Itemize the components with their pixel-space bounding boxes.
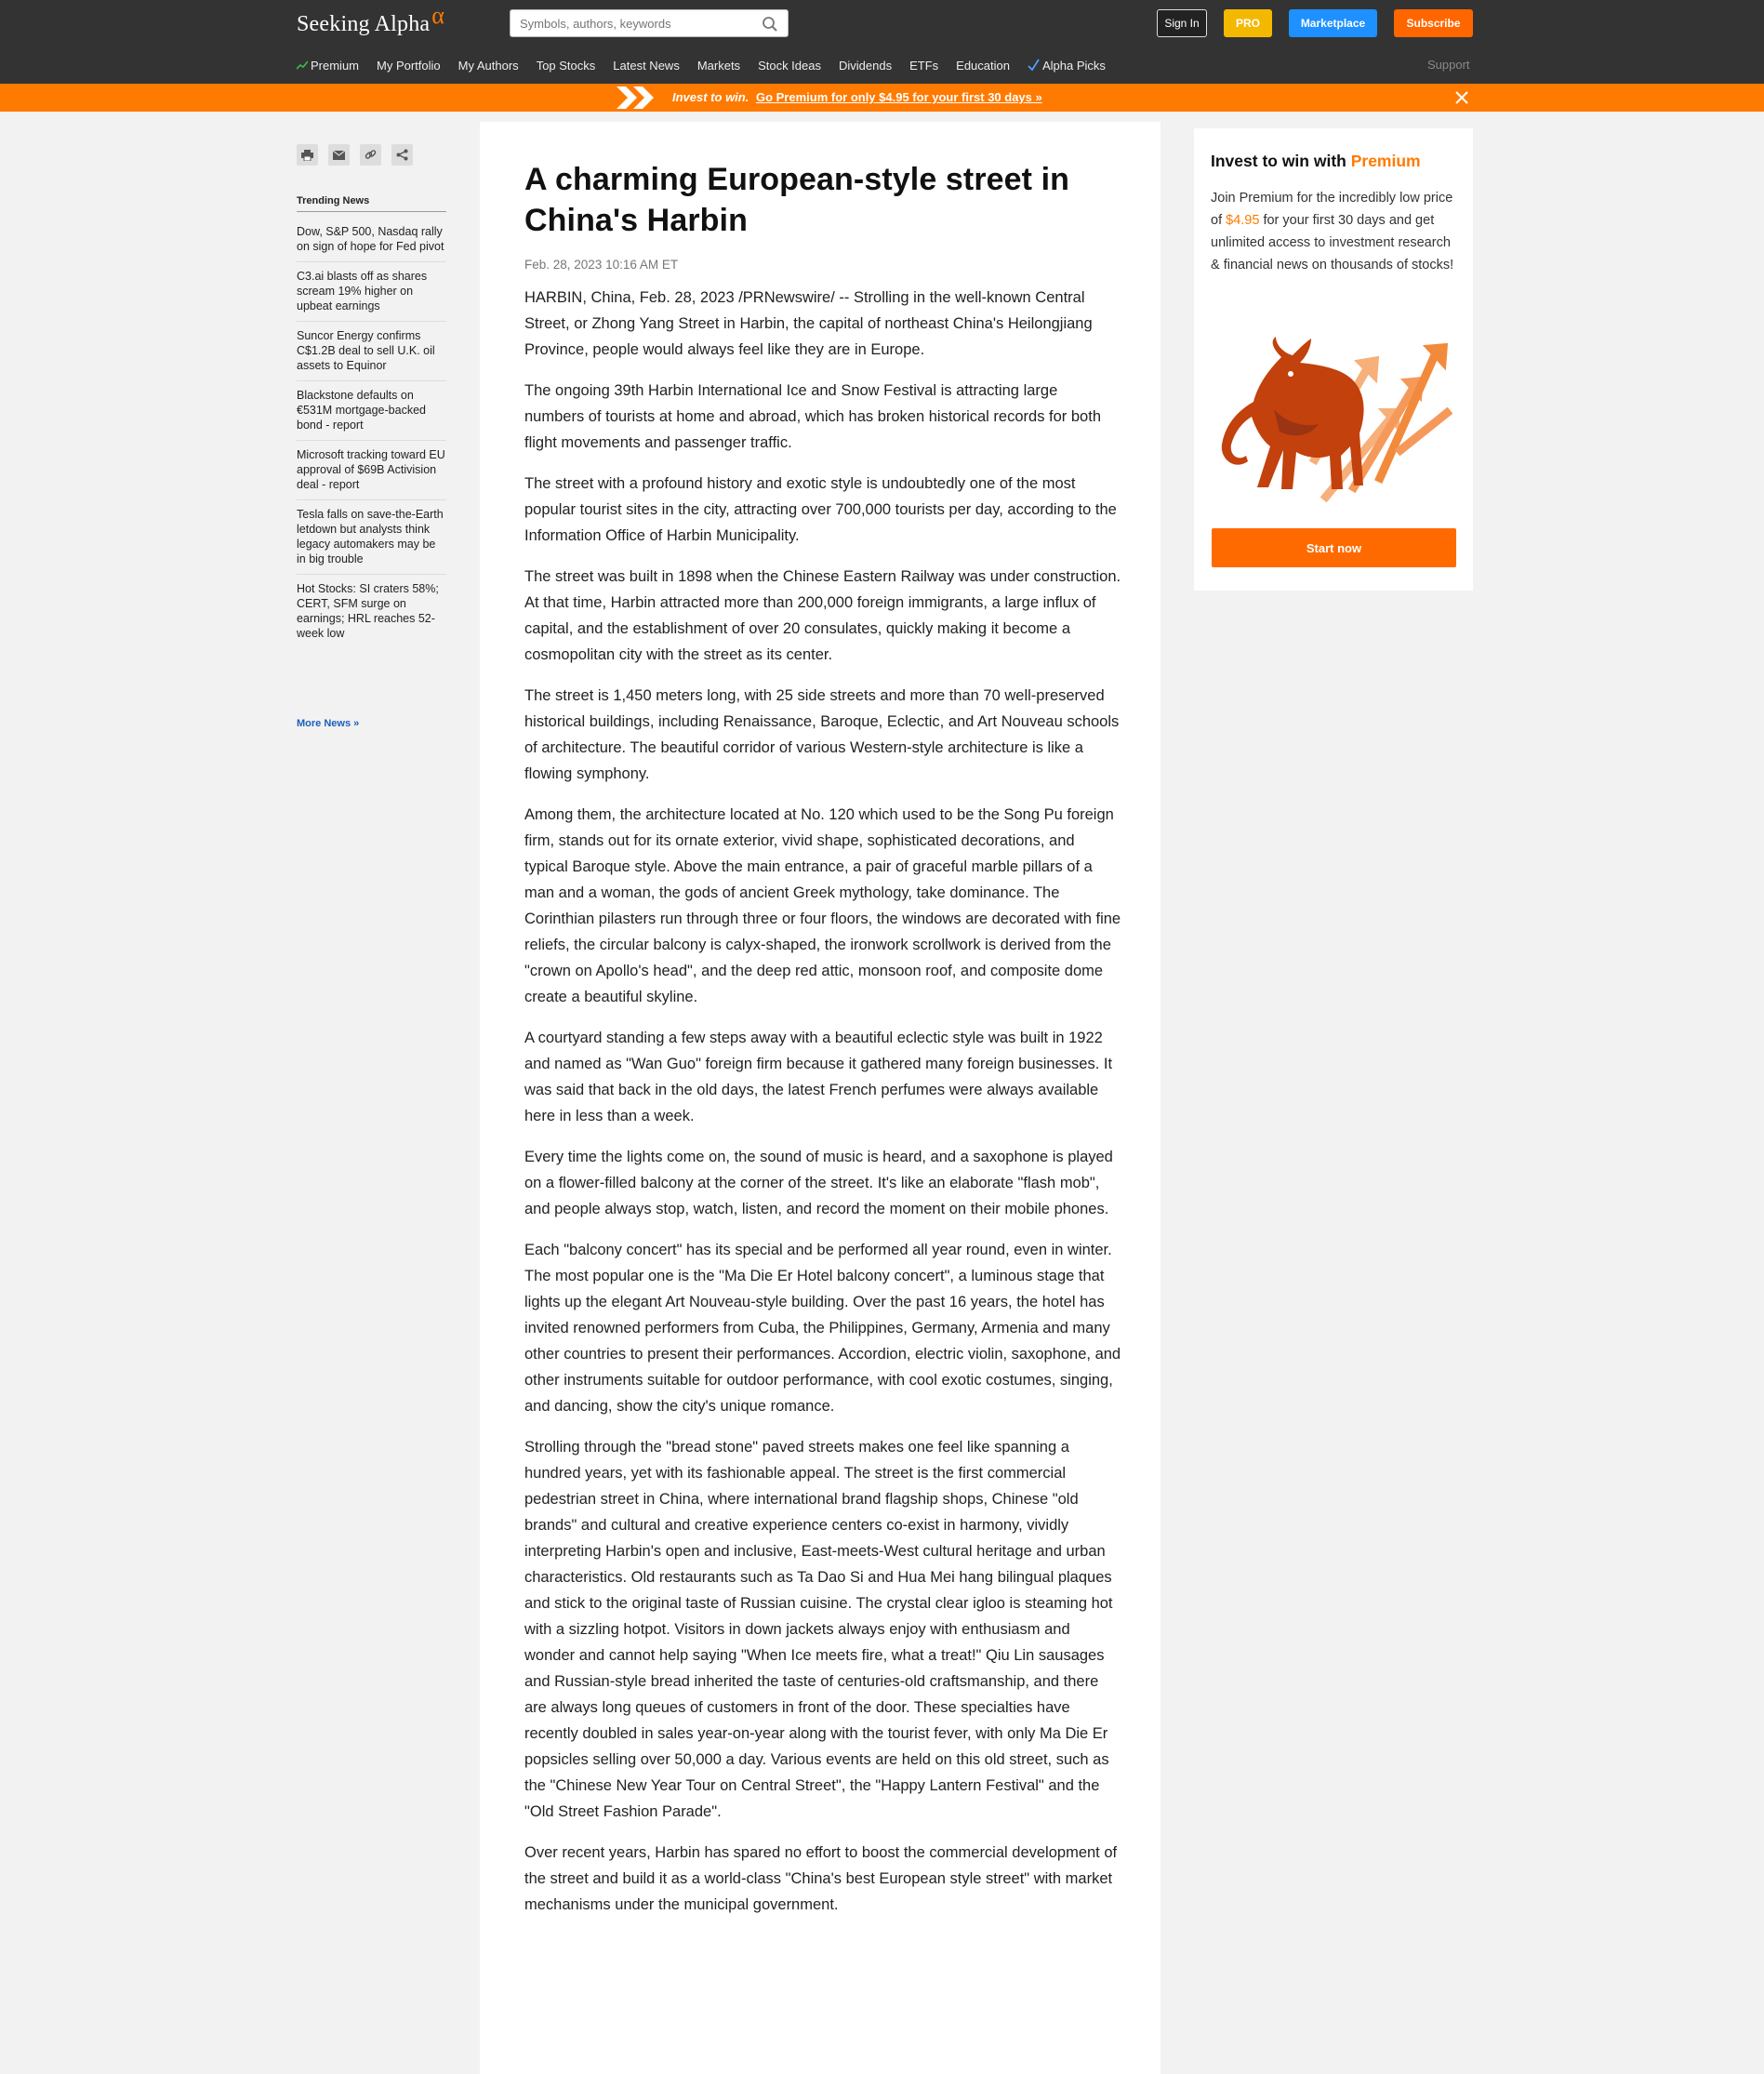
nav-label: Top Stocks [536,58,596,73]
search-icon[interactable] [762,16,778,33]
share-button[interactable] [391,144,413,166]
premium-promo-box [1194,128,1473,591]
trending-news-item[interactable]: C3.ai blasts off as shares scream 19% higher on upbeat earnings [297,262,446,322]
article-paragraph: Over recent years, Harbin has spared no effort to boost the commercial development of the street and build it as a world-class "China's best European style street" with market mechanisms under the municipal government. [524,1844,1118,1913]
nav-label: Education [956,58,1010,73]
article-date: Feb. 28, 2023 10:16 AM ET [524,258,679,272]
print-icon [301,150,313,161]
nav-label: Dividends [839,58,893,73]
article-paragraph: The street is 1,450 meters long, with 25 side streets and more than 70 well-preserved historical buildings, including Renaissance, Baroque, Eclectic, and Art Nouveau schools of architecture. The beautiful corridor of various Western-style architecture is like a flowing symphony. [524,687,1120,782]
search-box [510,9,789,37]
trending-news-item[interactable]: Blackstone defaults on €531M mortgage-backed bond - report [297,381,446,441]
article-body [524,285,1121,1918]
sign-in-button[interactable]: Sign In [1157,9,1207,37]
trending-news-item[interactable]: Suncor Energy confirms C$1.2B deal to sell U.K. oil assets to Equinor [297,322,446,381]
promo-text [672,90,1042,104]
link-icon [365,149,377,161]
article-paragraph: Strolling through the "bread stone" paved streets makes one feel like spanning a hundred years, yet with its fashionable appeal. The street is the first commercial pedestrian street in China, where international brand flagship shops, Chinese "old brands" and cultural and creative experience centers co-exist in harmony, vividly interpreting Harbin's open and inclusive, East-meets-West cultural heritage and urban characteristics. Old restaurants such as Ta Dao Si and Hua Mei hang bilingual plaques and stick to the original taste of Russian cuisine. The crystal clear igloo is steaming hot with a sizzling hotpot. Visitors in down jackets always enjoy with enthusiasm and wonder and cannot help saying "When Ice meets fire, what a treat!" Qiu Lin sausages and Russian-style bread inherited the taste of centuries-old craftsmanship, and there are always long queues of customers in front of the door. These specialties have recently doubled in sales year-on-year along with the tourist fever, with only Ma Die Er popsicles selling over 50,000 a day. Various events are held on this old street, such as the "Chinese New Year Tour on Central Street", the "Happy Lantern Festival" and the "Old Street Fashion Parade". [524,1439,1113,1820]
nav-label: ETFs [909,58,939,73]
nav-latest-news[interactable] [613,57,680,73]
nav-label: Latest News [613,58,680,73]
email-icon [333,151,345,160]
article-paragraph: The street with a profound history and exotic style is undoubtedly one of the most popular tourist sites in the city, attracting over 700,000 tourists per day, according to the Information Office of Harbin Municipality. [524,475,1117,544]
nav-label: My Authors [458,58,519,73]
promo-title-lead: Invest to win with [1211,152,1346,170]
promo-desc-before: Join Premium for the incredibly low price of [1211,191,1453,228]
subscribe-button[interactable]: Subscribe [1394,9,1473,37]
article-paragraph: The street was built in 1898 when the Chinese Eastern Railway was under construction. At that time, Harbin attracted more than 200,000 foreign immigrants, a large influx of capital, and the establishment of over 20 consulates, quickly making it become a cosmopolitan city with the street as its center. [524,568,1121,663]
trend-up-icon [297,60,308,70]
nav-alpha-picks[interactable] [1028,57,1106,73]
promo-box-description [1211,187,1462,276]
nav-stock-ideas[interactable] [758,57,821,73]
bull-arrows-illustration [1214,320,1452,502]
trending-news-item[interactable]: Dow, S&P 500, Nasdaq rally on sign of hope for Fed pivot [297,218,446,262]
email-button[interactable] [328,144,350,166]
article-card [480,122,1161,2074]
trending-news-list [297,218,446,648]
share-icon [396,149,408,161]
article-headline: A charming European-style street in China's Harbin [524,162,1070,238]
logo-text: Seeking Alpha [297,12,431,36]
main-nav [297,57,1123,73]
nav-top-stocks[interactable] [537,57,596,73]
nav-label: Premium [311,58,360,73]
support-link[interactable]: Support [1427,58,1470,72]
nav-label: Alpha Picks [1041,58,1106,73]
nav-premium[interactable] [297,57,359,73]
trending-news-item[interactable]: Microsoft tracking toward EU approval of $69B Activision deal - report [297,441,446,500]
promo-bar [0,84,1764,112]
close-icon[interactable] [1453,89,1470,106]
nav-label: Markets [696,58,741,73]
article-paragraph: Each "balcony concert" has its special and be performed all year round, even in winter. The most popular one is the "Ma Die Er Hotel balcony concert", a luminous stage that lights up the elegant Art Nouveau-style building. Over the past 16 years, the hotel has invited renowned performers from Cuba, the Philippines, Germany, Armenia and many other countries to present their performances. Accordion, electric violin, saxophone, and other instruments suitable for outdoor performance, with cool exotic costumes, singing, and dancing, show the city's unique romance. [524,1242,1121,1415]
nav-education[interactable] [956,57,1010,73]
start-now-button[interactable]: Start now [1212,528,1456,567]
copy-link-button[interactable] [360,144,381,166]
nav-label: Stock Ideas [758,58,821,73]
search-input[interactable] [520,11,752,35]
double-chevron-icon [617,86,659,109]
promo-title-accent: Premium [1350,152,1421,170]
nav-markets[interactable] [697,57,740,73]
pro-button[interactable]: PRO [1224,9,1272,37]
nav-my-portfolio[interactable] [377,57,441,73]
nav-dividends[interactable] [839,57,892,73]
promo-box-title [1211,152,1421,171]
article-paragraph: The ongoing 39th Harbin International Ice and Snow Festival is attracting large numbers of tourists at home and abroad, which has broken historical records for both flight movements and passenger traffic. [524,382,1101,451]
trending-news-heading: Trending News [297,195,446,212]
promo-lead: Invest to win. [672,90,749,104]
site-logo[interactable] [297,2,445,37]
trending-news-item[interactable]: Tesla falls on save-the-Earth letdown but analysts think legacy automakers may be in big trouble [297,500,446,575]
promo-price: $4.95 [1226,213,1260,228]
top-header [0,0,1764,84]
trending-news-item[interactable]: Hot Stocks: SI craters 58%; CERT, SFM surge on earnings; HRL reaches 52-week low [297,582,439,640]
article-content [524,159,1121,1918]
go-premium-link[interactable]: Go Premium for only $4.95 for your first 30 days » [755,90,1042,104]
checkmark-icon [1028,59,1040,72]
nav-my-authors[interactable] [458,57,519,73]
logo-alpha-symbol: α [431,2,445,29]
print-button[interactable] [297,144,318,166]
article-paragraph: Every time the lights come on, the sound of music is heard, and a saxophone is played on a flower-filled balcony at the corner of the street. It's like an elaborate "flash mob", and people always stop, watch, listen, and record the moment on their mobile phones. [524,1149,1113,1217]
article-paragraph: A courtyard standing a few steps away with a beautiful eclectic style was built in 1922 and named as "Wan Guo" foreign firm because it gathered many foreign businesses. It was said that back in the old days, the latest French perfumes were always available here in less than a week. [524,1030,1113,1124]
article-paragraph: HARBIN, China, Feb. 28, 2023 /PRNewswire/ -- Strolling in the well-known Central Street, or Zhong Yang Street in Harbin, the capital of northeast China's Heilongjiang Province, people would always feel like they are in Europe. [524,289,1093,358]
promo-desc-after: for your first 30 days and get unlimited access to investment research & financial news on thousands of stocks! [1211,213,1454,273]
article-paragraph: Among them, the architecture located at No. 120 which used to be the Song Pu foreign firm, stands out for its ornate exterior, vivid shape, sophisticated decorations, and typical Baroque style. Above the main entrance, a pair of graceful marble pillars of a man and a woman, the gods of ancient Greek mythology, take dominance. The Corinthian pilasters run through three or four floors, the windows are decorated with fine reliefs, the circular balcony is calyx-shaped, the ironwork scrollwork is derived from the "crown on Apollo's head", and the deep red attic, monsoon roof, and composite dome create a beautiful skyline. [524,806,1121,1005]
nav-etfs[interactable] [909,57,938,73]
more-news-link[interactable]: More News » [297,718,360,729]
marketplace-button[interactable]: Marketplace [1289,9,1377,37]
nav-label: My Portfolio [377,58,441,73]
share-toolbar [297,144,423,166]
